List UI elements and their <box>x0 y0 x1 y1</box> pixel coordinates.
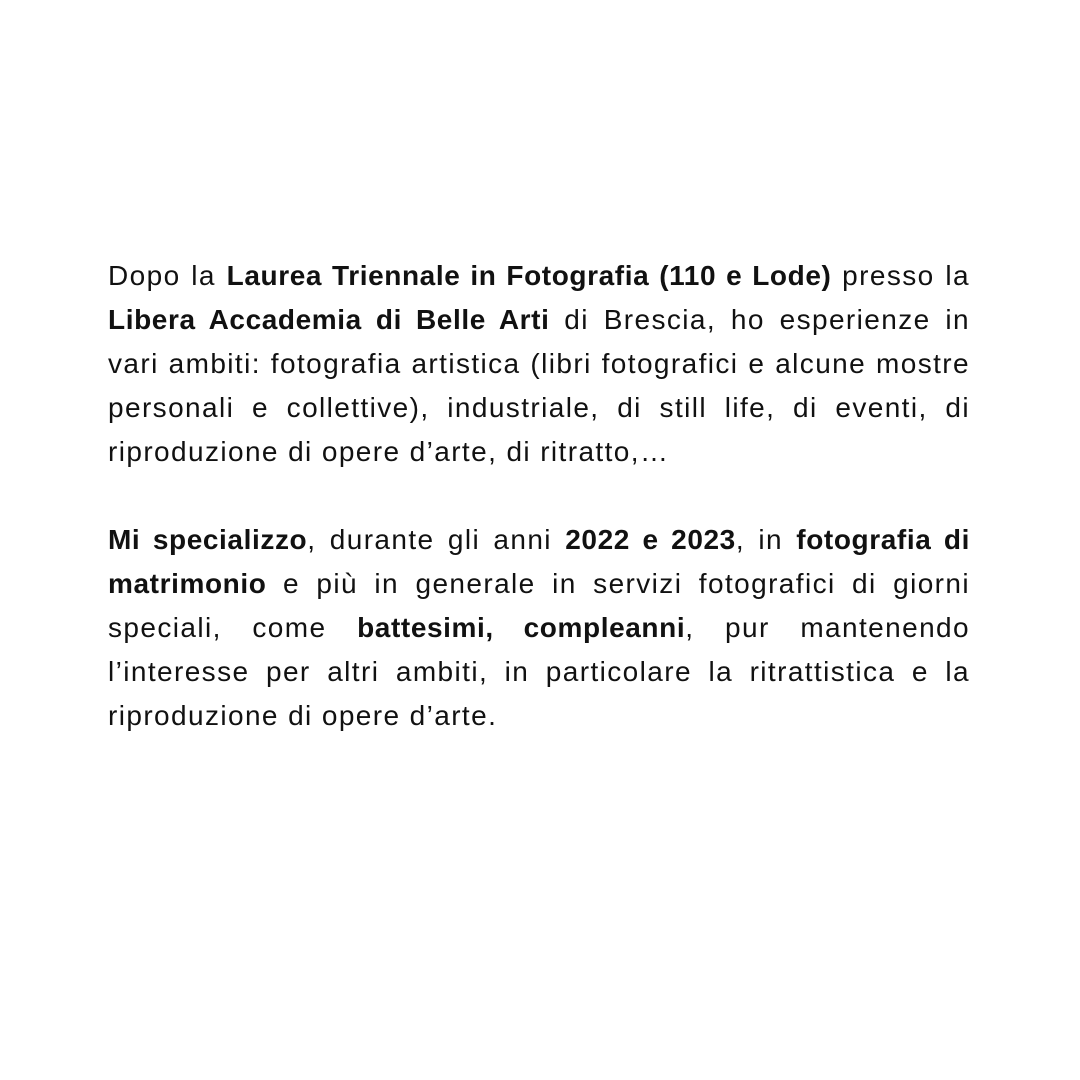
text-run: , in <box>735 524 797 555</box>
text-run: , pur mantenendo l’interesse per altri ambiti, in particolare la ritrattistica e la riproduzione di opere d’arte. <box>108 612 971 731</box>
degree-highlight: Laurea Triennale in Fotografia (110 e Lode) <box>226 260 832 291</box>
academy-highlight: Libera Accademia di Belle Arti <box>108 304 550 335</box>
bio-paragraph-specialization <box>108 518 970 738</box>
bio-paragraph-education <box>108 254 970 474</box>
text-run: presso la <box>831 260 970 291</box>
text-run: e più in generale in servizi fotografici di giorni speciali, come <box>108 568 970 643</box>
events-highlight: battesimi, compleanni <box>357 612 686 643</box>
text-run: di Brescia, ho esperienze in vari ambiti: fotografia artistica (libri fotografici e alcune mostre personali e collettive), industriale, di still life, di eventi, di riproduzione di opere d’arte, di ritratto,… <box>108 304 970 467</box>
bio-text-block <box>108 254 970 738</box>
wedding-photography-highlight: fotografia di matrimonio <box>108 524 970 599</box>
specialization-highlight: Mi specializzo <box>108 524 308 555</box>
text-run: , durante gli anni <box>307 524 566 555</box>
years-highlight: 2022 e 2023 <box>565 524 736 555</box>
text-run: Dopo la <box>108 260 227 291</box>
